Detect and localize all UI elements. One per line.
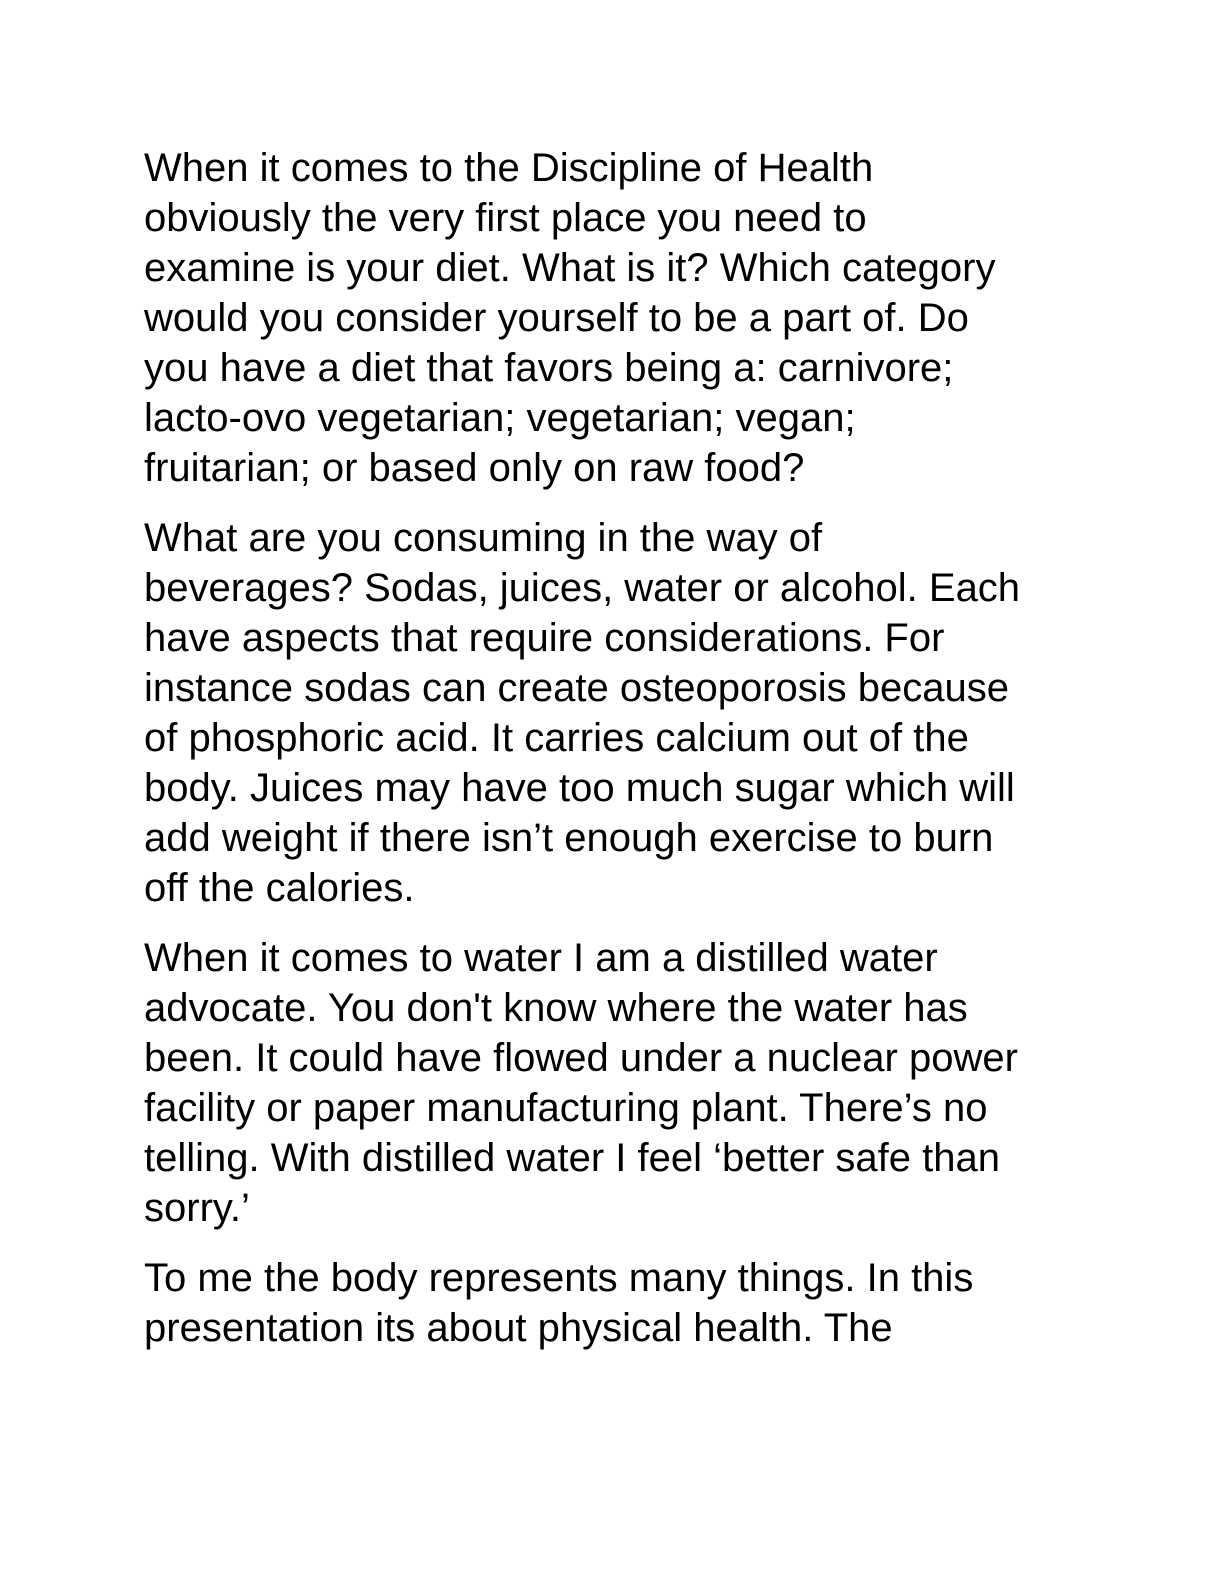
text-line: What are you consuming in the way of <box>144 516 823 560</box>
text-line: obviously the very first place you need to <box>144 196 867 240</box>
text-line: sorry.’ <box>144 1186 250 1230</box>
text-line: add weight if there isn’t enough exercise to burn <box>144 816 994 860</box>
text-line: instance sodas can create osteoporosis because <box>144 666 1009 710</box>
text-line: lacto-ovo vegetarian; vegetarian; vegan; <box>144 396 856 440</box>
paragraph-beverages <box>144 513 1084 913</box>
text-line: When it comes to the Discipline of Health <box>144 146 874 190</box>
text-line: presentation its about physical health. The <box>144 1306 893 1350</box>
paragraph-water <box>144 933 1084 1233</box>
text-line: off the calories. <box>144 866 415 910</box>
text-line: fruitarian; or based only on raw food? <box>144 446 805 490</box>
text-line: beverages? Sodas, juices, water or alcohol. Each <box>144 566 1021 610</box>
text-line: When it comes to water I am a distilled water <box>144 936 938 980</box>
paragraph-diet <box>144 143 1084 493</box>
text-line: facility or paper manufacturing plant. There’s no <box>144 1086 988 1130</box>
body-text <box>144 143 1084 1373</box>
paragraph-body <box>144 1253 1084 1353</box>
text-line: of phosphoric acid. It carries calcium out of the <box>144 716 969 760</box>
text-line: been. It could have flowed under a nuclear power <box>144 1036 1018 1080</box>
text-line: have aspects that require considerations. For <box>144 616 945 660</box>
text-line: advocate. You don't know where the water has <box>144 986 968 1030</box>
text-line: would you consider yourself to be a part of. Do <box>144 296 969 340</box>
text-line: examine is your diet. What is it? Which category <box>144 246 996 290</box>
text-line: you have a diet that favors being a: carnivore; <box>144 346 954 390</box>
text-line: To me the body represents many things. In this <box>144 1256 974 1300</box>
text-line: body. Juices may have too much sugar which will <box>144 766 1015 810</box>
text-line: telling. With distilled water I feel ‘better safe than <box>144 1136 1000 1180</box>
